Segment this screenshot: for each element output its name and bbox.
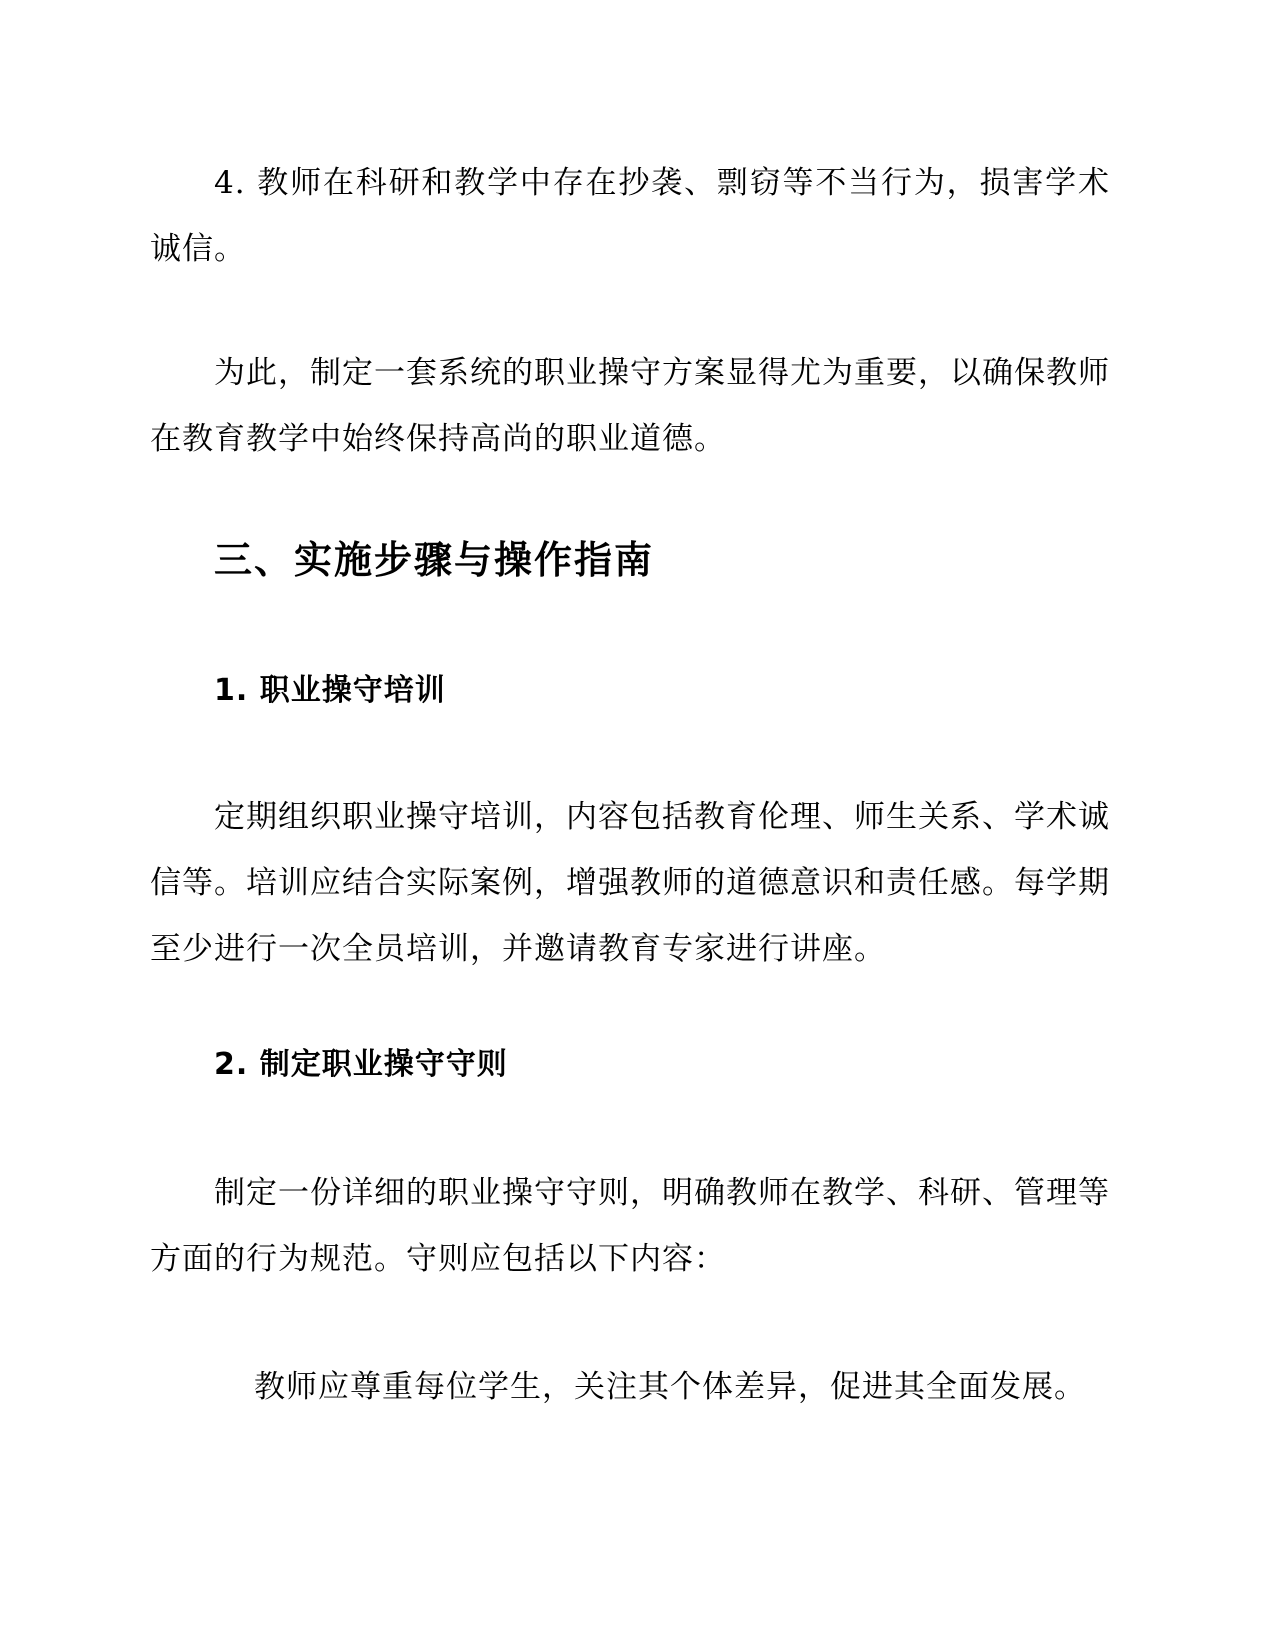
section-heading-3 [150, 530, 1110, 590]
paragraph-item-4 [150, 150, 1110, 282]
paragraph-code-of-conduct [150, 1160, 1110, 1292]
paragraph-training [150, 784, 1110, 982]
section-title: 三、实施步骤与操作指南 [214, 538, 655, 582]
paragraph-conclusion [150, 340, 1110, 472]
rule-text: 教师应尊重每位学生，关注其个体差异，促进其全面发展。 [254, 1369, 1086, 1405]
paragraph-text: 定期组织职业操守培训，内容包括教育伦理、师生关系、学术诚信等。培训应结合实际案例，增强教师的道德意识和责任感。每学期至少进行一次全员培训，并邀请教育专家进行讲座。 [150, 799, 1110, 967]
subsection-heading-1 [150, 666, 1110, 716]
subsection-title: 1. 职业操守培训 [214, 673, 446, 708]
paragraph-text: 为此，制定一套系统的职业操守方案显得尤为重要，以确保教师在教育教学中始终保持高尚的职业道德。 [150, 355, 1110, 457]
subsection-heading-2 [150, 1040, 1110, 1090]
paragraph-text: 制定一份详细的职业操守守则，明确教师在教学、科研、管理等方面的行为规范。守则应包括以下内容： [150, 1175, 1110, 1277]
paragraph-text: 4. 教师在科研和教学中存在抄袭、剽窃等不当行为，损害学术诚信。 [150, 165, 1110, 267]
rule-item-1 [150, 1354, 1110, 1420]
subsection-title: 2. 制定职业操守守则 [214, 1047, 508, 1082]
